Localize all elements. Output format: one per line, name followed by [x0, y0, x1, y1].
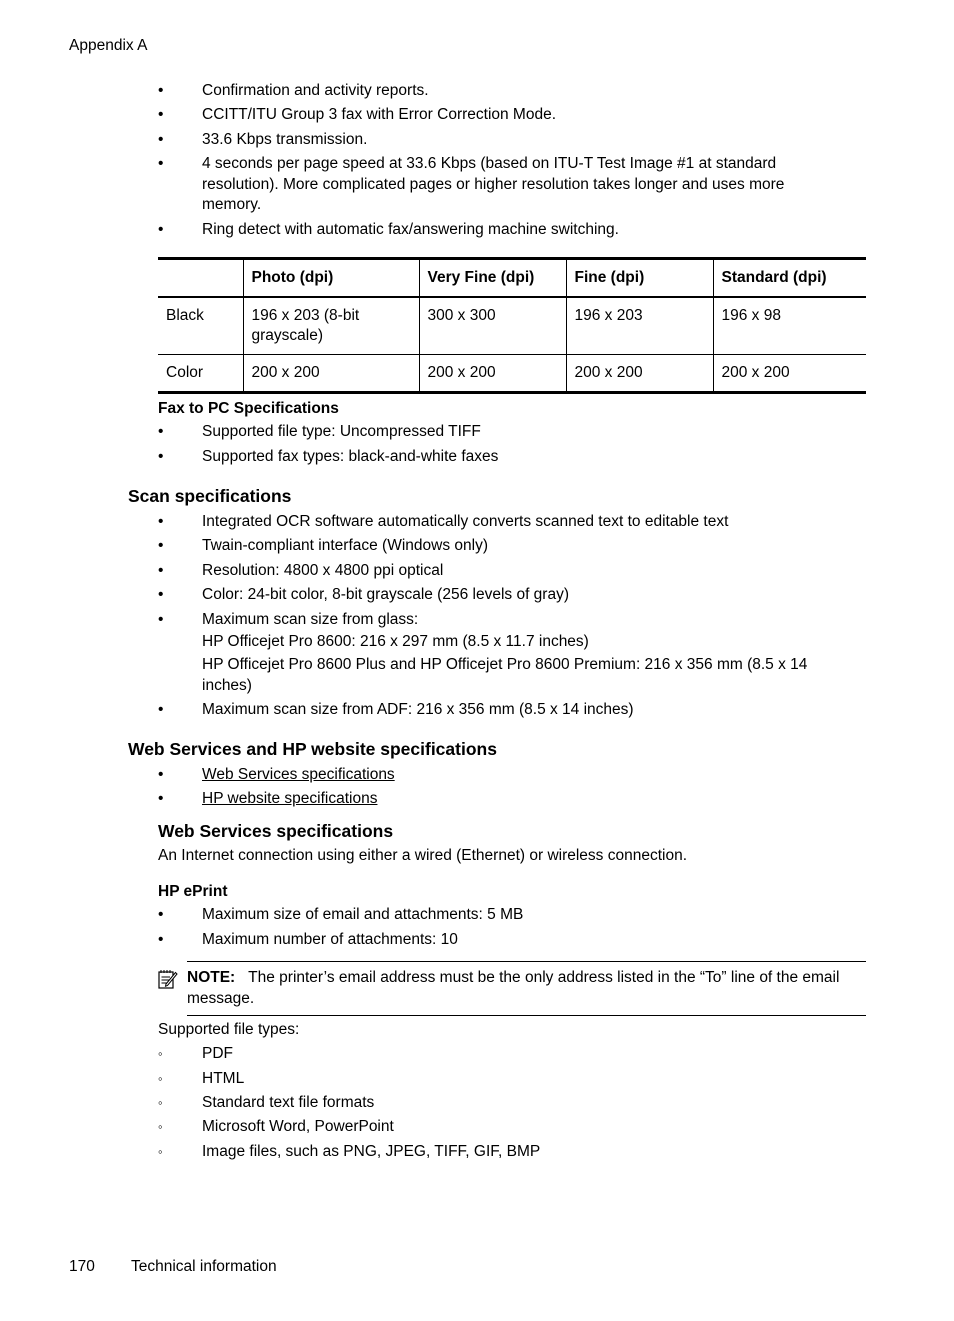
table-cell: 200 x 200 [566, 355, 713, 393]
list-item: Maximum scan size from glass: [202, 611, 419, 628]
table-header-cell [158, 259, 243, 298]
sub-bullet: ◦ [158, 1095, 163, 1110]
table-header-cell: Fine (dpi) [566, 259, 713, 298]
list-item: Color: 24-bit color, 8-bit grayscale (256 levels of gray) [202, 586, 569, 603]
list-item: 4 seconds per page speed at 33.6 Kbps (based on ITU-T Test Image #1 at standard resolution). More complicated pages or higher resolution takes longer and uses more memory. [202, 155, 785, 213]
bullet: • [158, 611, 164, 628]
footer-section: Technical information [131, 1258, 277, 1275]
table-cell: Color [158, 355, 243, 393]
eprint-heading: HP ePrint [158, 883, 228, 900]
list-item: Confirmation and activity reports. [202, 82, 429, 99]
list-item: Integrated OCR software automatically converts scanned text to editable text [202, 513, 729, 530]
note-label: NOTE: [187, 969, 236, 986]
bullet: • [158, 790, 164, 807]
table-row [158, 297, 866, 355]
table-cell: 200 x 200 [419, 355, 566, 393]
list-item: Maximum size of email and attachments: 5 MB [202, 906, 524, 923]
table-cell: 200 x 200 [243, 355, 419, 393]
table-header-cell: Photo (dpi) [243, 259, 419, 298]
bullet: • [158, 586, 164, 603]
bullet: • [158, 766, 164, 783]
list-item: Maximum number of attachments: 10 [202, 931, 458, 948]
bullet: • [158, 131, 164, 148]
list-item: Resolution: 4800 x 4800 ppi optical [202, 562, 444, 579]
list-item-detail: HP Officejet Pro 8600: 216 x 297 mm (8.5 x 11.7 inches) [202, 633, 589, 650]
list-item: CCITT/ITU Group 3 fax with Error Correction Mode. [202, 106, 557, 123]
bullet: • [158, 562, 164, 579]
bullet: • [158, 155, 164, 172]
bullet: • [158, 513, 164, 530]
note-body [187, 968, 857, 1009]
table-header-cell: Standard (dpi) [713, 259, 866, 298]
scan-heading: Scan specifications [128, 486, 292, 506]
web-services-link[interactable]: Web Services specifications [202, 766, 395, 783]
note-text: The printer’s email address must be the only address listed in the “To” line of the email message. [187, 969, 840, 1007]
running-head: Appendix A [69, 37, 148, 54]
page-number: 170 [69, 1258, 95, 1275]
bullet: • [158, 906, 164, 923]
fax-resolution-table [158, 257, 866, 394]
table-cell: 300 x 300 [419, 297, 566, 355]
table-cell: 196 x 98 [713, 297, 866, 355]
list-item: PDF [202, 1045, 233, 1062]
bullet: • [158, 82, 164, 99]
table-cell: Black [158, 297, 243, 355]
table-row [158, 355, 866, 393]
sub-bullet: ◦ [158, 1144, 163, 1159]
web-services-intro: An Internet connection using either a wired (Ethernet) or wireless connection. [158, 847, 688, 864]
bullet: • [158, 448, 164, 465]
note-icon [158, 969, 178, 990]
list-item: Image files, such as PNG, JPEG, TIFF, GIF, BMP [202, 1143, 541, 1160]
fax-to-pc-heading: Fax to PC Specifications [158, 400, 339, 417]
list-item: HTML [202, 1070, 245, 1087]
web-services-subheading: Web Services specifications [158, 821, 394, 841]
sub-bullet: ◦ [158, 1119, 163, 1134]
bullet: • [158, 423, 164, 440]
table-header-cell: Very Fine (dpi) [419, 259, 566, 298]
table-header-row [158, 259, 866, 298]
table-cell: 196 x 203 (8-bit grayscale) [243, 297, 419, 355]
bullet: • [158, 537, 164, 554]
sub-bullet: ◦ [158, 1071, 163, 1086]
list-item: 33.6 Kbps transmission. [202, 131, 368, 148]
file-types-label: Supported file types: [158, 1021, 300, 1038]
bullet: • [158, 931, 164, 948]
hp-website-link[interactable]: HP website specifications [202, 790, 378, 807]
web-services-heading: Web Services and HP website specifications [128, 739, 497, 759]
bullet: • [158, 106, 164, 123]
note-bottom-rule [187, 1015, 866, 1016]
list-item: Twain-compliant interface (Windows only) [202, 537, 488, 554]
list-item: Maximum scan size from ADF: 216 x 356 mm (8.5 x 14 inches) [202, 701, 634, 718]
bullet: • [158, 701, 164, 718]
list-item: Supported file type: Uncompressed TIFF [202, 423, 481, 440]
list-item: Ring detect with automatic fax/answering machine switching. [202, 221, 619, 238]
bullet: • [158, 221, 164, 238]
list-item: Microsoft Word, PowerPoint [202, 1118, 394, 1135]
list-item: Supported fax types: black-and-white faxes [202, 448, 499, 465]
list-item-detail: HP Officejet Pro 8600 Plus and HP Officejet Pro 8600 Premium: 216 x 356 mm (8.5 x 14 inches) [202, 656, 808, 694]
table-cell: 196 x 203 [566, 297, 713, 355]
note-top-rule [187, 961, 866, 962]
table-cell: 200 x 200 [713, 355, 866, 393]
list-item: Standard text file formats [202, 1094, 375, 1111]
sub-bullet: ◦ [158, 1046, 163, 1061]
